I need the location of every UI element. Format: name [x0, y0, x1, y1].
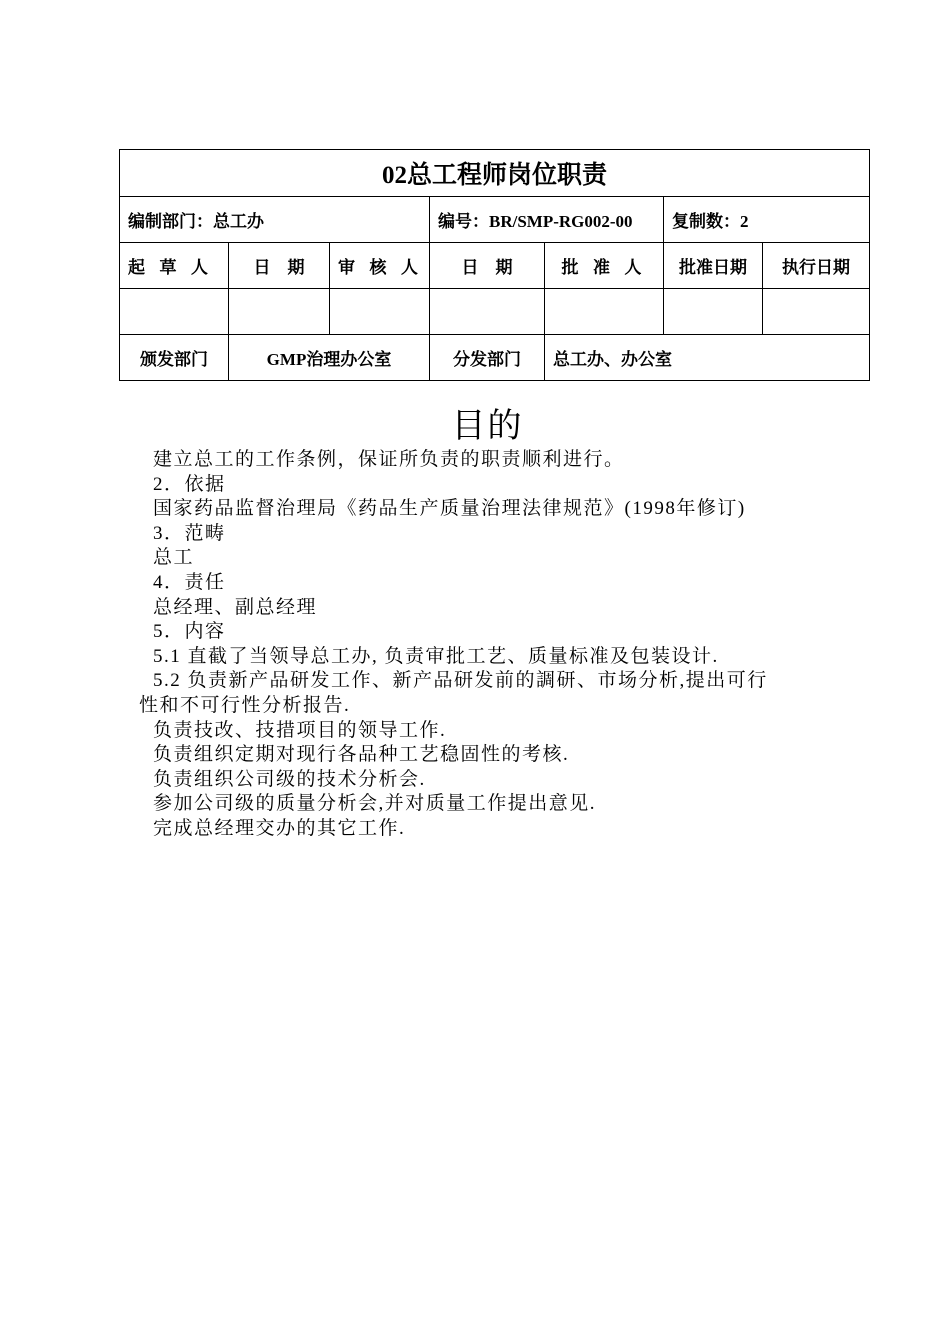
column-review-date: 日 期 [430, 243, 545, 289]
section-heading-purpose: 目的 [451, 406, 524, 446]
document-body [139, 448, 839, 842]
draft-date-value-cell [229, 289, 330, 335]
drafter-value-cell [120, 289, 229, 335]
body-line: 3．范畴 [153, 522, 226, 544]
column-approver: 批 准 人 [545, 243, 664, 289]
body-line: 性和不可行性分析报告. [139, 694, 351, 716]
review-date-value-cell [430, 289, 545, 335]
body-line: 总经理、副总经理 [153, 596, 318, 618]
body-line: 总工 [153, 547, 195, 569]
document-title: 02总工程师岗位职责 [120, 150, 870, 197]
column-reviewer: 审 核 人 [330, 243, 430, 289]
body-line: 负责技改、技措项目的领导工作. [153, 719, 447, 741]
body-line: 参加公司级的质量分析会,并对质量工作提出意见. [153, 793, 597, 815]
distribution-department-label: 分发部门 [430, 335, 545, 381]
body-line: 5．内容 [153, 621, 226, 643]
compiling-department: 编制部门：总工办 [120, 197, 430, 243]
approval-date-value-cell [664, 289, 763, 335]
effective-date-value-cell [763, 289, 870, 335]
body-line: 2．依据 [153, 473, 226, 495]
column-effective-date: 执行日期 [763, 243, 870, 289]
approver-value-cell [545, 289, 664, 335]
body-line: 完成总经理交办的其它工作. [153, 817, 406, 839]
document-code: 编号：BR/SMP-RG002-00 [430, 197, 664, 243]
document-header-table [119, 149, 870, 381]
issuing-department-value: GMP治理办公室 [229, 335, 430, 381]
body-line: 国家药品监督治理局《药品生产质量治理法律规范》(1998年修订) [153, 498, 746, 520]
distribution-department-value: 总工办、办公室 [545, 335, 870, 381]
column-approval-date: 批准日期 [664, 243, 763, 289]
body-line: 负责组织定期对现行各品种工艺稳固性的考核. [153, 744, 570, 766]
body-line: 负责组织公司级的技术分析会. [153, 768, 426, 790]
body-line: 建立总工的工作条例，保证所负责的职责顺利进行。 [153, 449, 625, 470]
body-line: 5.1 直截了当领导总工办, 负责审批工艺、质量标准及包装设计. [153, 645, 719, 667]
copy-count: 复制数：2 [664, 197, 870, 243]
issuing-department-label: 颁发部门 [120, 335, 229, 381]
body-line: 4．责任 [153, 571, 226, 593]
column-draft-date: 日 期 [229, 243, 330, 289]
column-drafter: 起 草 人 [120, 243, 229, 289]
reviewer-value-cell [330, 289, 430, 335]
body-line: 5.2 负责新产品研发工作、新产品研发前的調研、市场分析,提出可行 [153, 670, 768, 692]
